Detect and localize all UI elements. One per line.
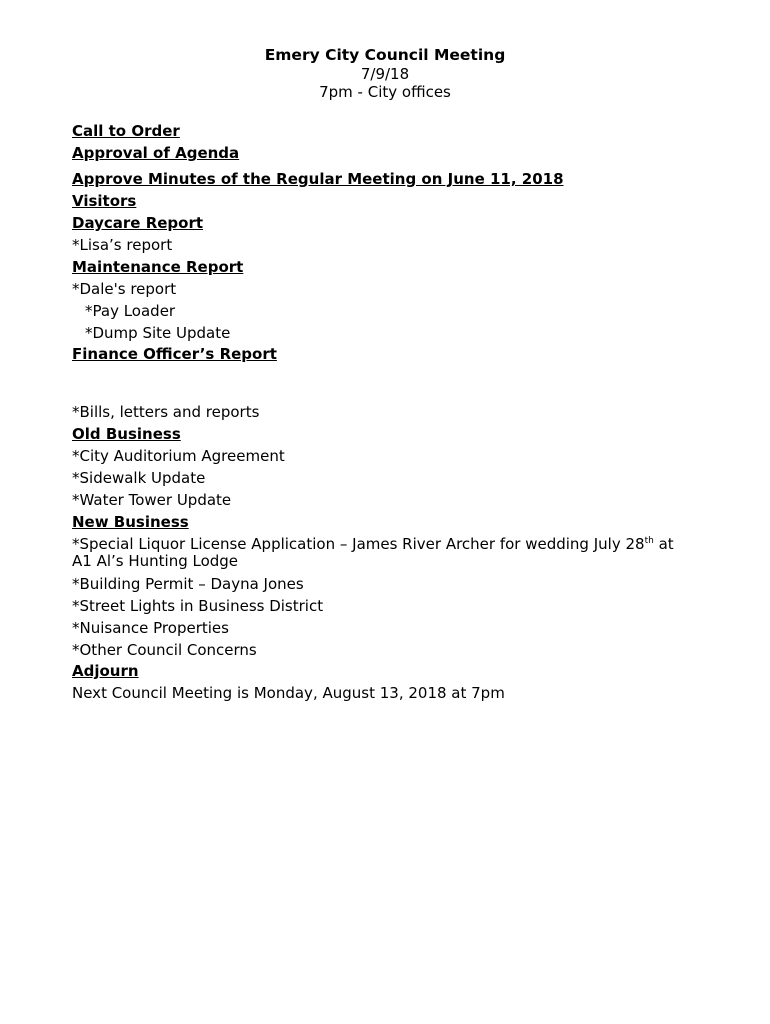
next-meeting-note: Next Council Meeting is Monday, August 13, 2018 at 7pm xyxy=(72,684,505,702)
item-street-lights: *Street Lights in Business District xyxy=(72,597,324,615)
heading-maintenance-report: Maintenance Report xyxy=(72,258,244,276)
heading-old-business: Old Business xyxy=(72,425,181,443)
liquor-text: *Special Liquor License Application – James River Archer for wedding July 28 xyxy=(72,535,645,553)
document-header xyxy=(0,46,770,101)
item-building-permit: *Building Permit – Dayna Jones xyxy=(72,575,304,593)
heading-daycare-report: Daycare Report xyxy=(72,214,204,232)
item-sidewalk: *Sidewalk Update xyxy=(72,469,206,487)
item-dales-report: *Dale's report xyxy=(72,280,177,298)
liquor-ordinal: th xyxy=(644,536,654,546)
item-dump-site: *Dump Site Update xyxy=(85,324,231,342)
heading-visitors: Visitors xyxy=(72,192,137,210)
item-bills: *Bills, letters and reports xyxy=(72,403,260,421)
heading-call-to-order: Call to Order xyxy=(72,122,180,140)
item-nuisance-properties: *Nuisance Properties xyxy=(72,619,229,637)
heading-new-business: New Business xyxy=(72,513,189,531)
meeting-time-place: 7pm - City offices xyxy=(319,83,451,101)
item-other-concerns: *Other Council Concerns xyxy=(72,641,257,659)
item-liquor-license-cont: A1 Al’s Hunting Lodge xyxy=(72,552,239,570)
item-lisas-report: *Lisa’s report xyxy=(72,236,173,254)
item-water-tower: *Water Tower Update xyxy=(72,491,232,509)
heading-finance-officer-report: Finance Officer’s Report xyxy=(72,345,277,363)
meeting-date: 7/9/18 xyxy=(360,65,410,83)
meeting-title: Emery City Council Meeting xyxy=(264,46,506,64)
item-auditorium: *City Auditorium Agreement xyxy=(72,447,285,465)
liquor-text-end: at xyxy=(653,535,674,553)
item-pay-loader: *Pay Loader xyxy=(85,302,176,320)
heading-adjourn: Adjourn xyxy=(72,662,139,680)
heading-approval-of-agenda: Approval of Agenda xyxy=(72,144,240,162)
heading-approve-minutes: Approve Minutes of the Regular Meeting on June 11, 2018 xyxy=(72,170,564,188)
